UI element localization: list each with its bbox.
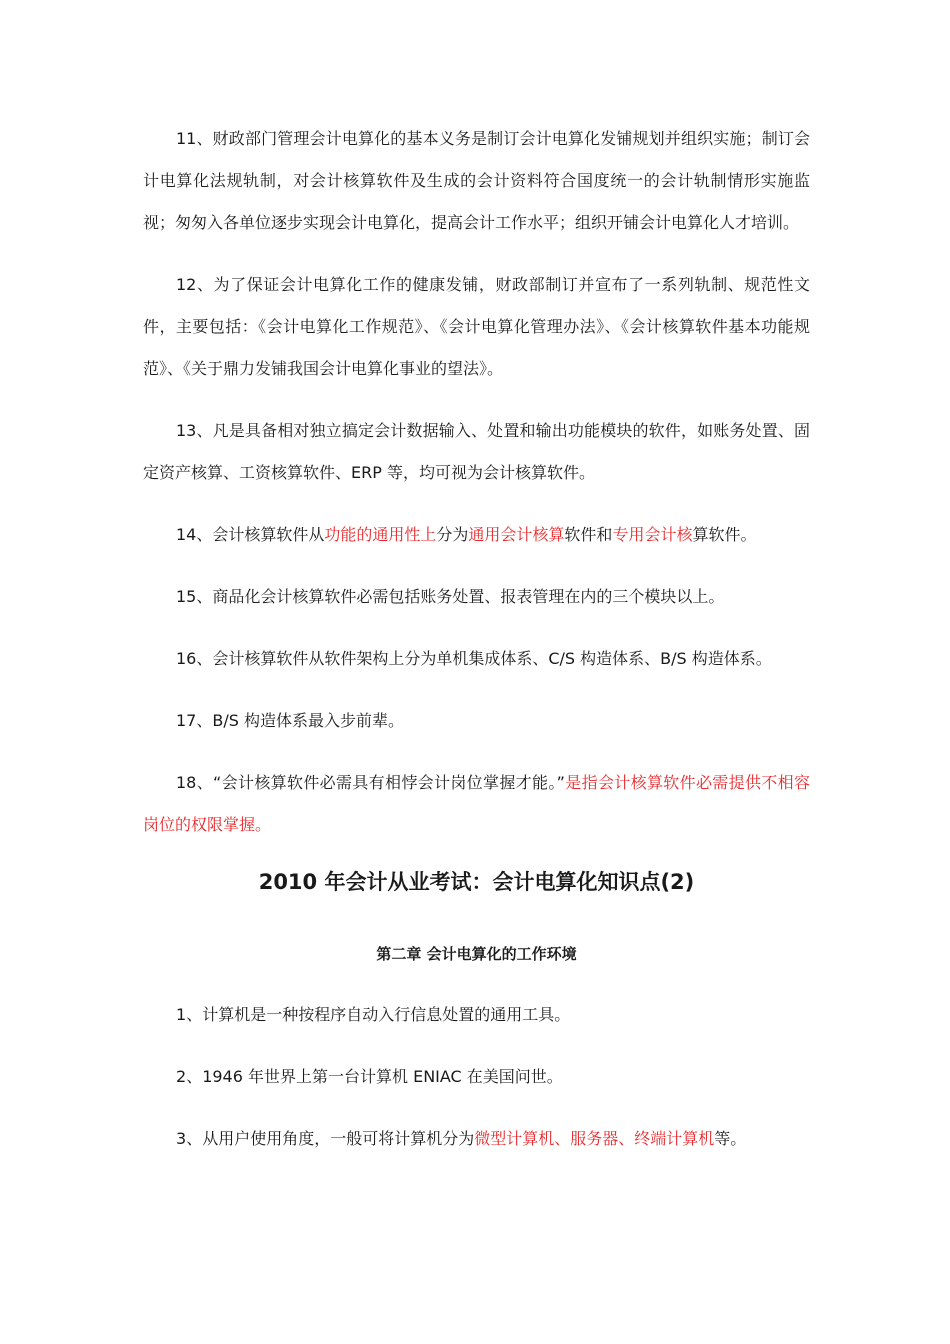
item-number: 2: [176, 1067, 187, 1086]
item-12: [143, 264, 810, 390]
highlight-text: 专用会计核: [612, 525, 693, 544]
item-text: 、“会计核算软件必需具有相悖会计岗位掌握才能。”: [196, 773, 565, 792]
item-text: 等。: [714, 1129, 747, 1148]
item-number: 17: [176, 711, 197, 730]
highlight-text: 是指会计核算软件必需提供不相容岗位的权限掌握。: [143, 773, 810, 834]
item-text: 、会计核算软件从软件架构上分为单机集成体系、C/S 构造体系、B/S 构造体系。: [196, 649, 772, 668]
item-text: 算软件。: [692, 525, 757, 544]
item-text: 、凡是具备相对独立搞定会计数据输入、处置和输出功能模块的软件，如账务处置、固定资产核算、工资核算软件、ERP 等，均可视为会计核算软件。: [143, 421, 810, 482]
item-18: [143, 762, 810, 846]
chapter-item-3: [143, 1118, 810, 1160]
item-16: [143, 638, 810, 680]
item-number: 12: [176, 275, 197, 294]
item-number: 14: [176, 525, 197, 544]
item-number: 13: [176, 421, 197, 440]
item-text: 、财政部门管理会计电算化的基本义务是制订会计电算化发铺规划并组织实施；制订会计电算化法规轨制，对会计核算软件及生成的会计资料符合国度统一的会计轨制情形实施监视；匆匆入各单位逐步实现会计电算化，提高会计工作水平；组织开铺会计电算化人才培训。: [143, 129, 810, 232]
item-number: 11: [176, 129, 197, 148]
item-number: 16: [176, 649, 197, 668]
item-text: 、会计核算软件从: [196, 525, 325, 544]
item-number: 1: [176, 1005, 187, 1024]
item-text: 、计算机是一种按程序自动入行信息处置的通用工具。: [186, 1005, 571, 1024]
highlight-text: 功能的通用性上: [324, 525, 437, 544]
section-title: 2010 年会计从业考试：会计电算化知识点(2): [258, 870, 695, 894]
item-text: 、商品化会计核算软件必需包括账务处置、报表管理在内的三个模块以上。: [196, 587, 725, 606]
item-text: 分为: [436, 525, 469, 544]
item-11: [143, 118, 810, 244]
item-17: [143, 700, 810, 742]
item-number: 18: [176, 773, 197, 792]
item-text: 、B/S 构造体系最入步前辈。: [196, 711, 404, 730]
highlight-text: 微型计算机、服务器、终端计算机: [474, 1129, 715, 1148]
item-text: 、从用户使用角度，一般可将计算机分为: [186, 1129, 475, 1148]
chapter-title: 第二章 会计电算化的工作环境: [376, 945, 577, 963]
item-13: [143, 410, 810, 494]
chapter-item-2: [143, 1056, 810, 1098]
item-text: 软件和: [564, 525, 613, 544]
item-text: 、1946 年世界上第一台计算机 ENIAC 在美国问世。: [186, 1067, 563, 1086]
item-number: 3: [176, 1129, 187, 1148]
chapter-item-1: [143, 994, 810, 1036]
item-text: 、为了保证会计电算化工作的健康发铺，财政部制订并宣布了一系列轨制、规范性文件，主要包括：《会计电算化工作规范》、《会计电算化管理办法》、《会计核算软件基本功能规范》、《关于鼎力发铺我国会计电算化事业的望法》。: [143, 275, 810, 378]
item-15: [143, 576, 810, 618]
highlight-text: 通用会计核算: [468, 525, 565, 544]
item-14: [143, 514, 810, 556]
item-number: 15: [176, 587, 197, 606]
